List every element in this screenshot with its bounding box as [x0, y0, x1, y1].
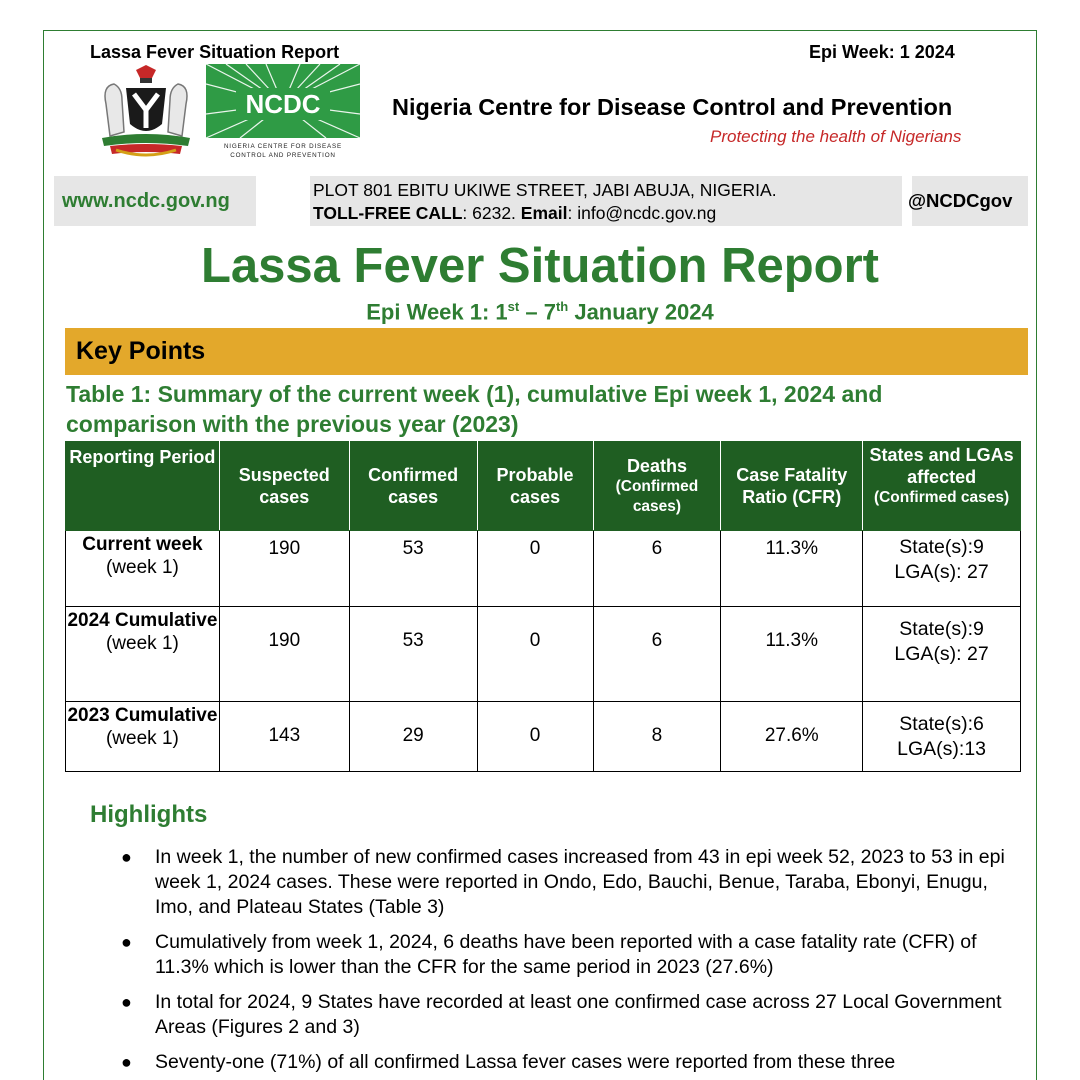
cell-probable: 0	[477, 702, 593, 772]
period-label: Current week	[82, 534, 203, 555]
highlight-text: In week 1, the number of new confirmed cases increased from 43 in epi week 52, 2023 to 53 in epi week 1, 2024 cases. These were reported in Ondo, Edo, Bauchi, Benue, Taraba, Ebonyi, Enugu, Imo, and Plateau States (Table 3)	[155, 846, 1005, 918]
cell-states	[863, 607, 1021, 702]
period-label: 2024 Cumulative	[67, 610, 218, 631]
list-item	[121, 845, 1025, 920]
org-tagline: Protecting the health of Nigerians	[710, 127, 962, 146]
page-title: Lassa Fever Situation Report	[200, 239, 879, 293]
col-header-states-sub: (Confirmed cases)	[873, 489, 1010, 506]
subtitle-mid: – 7	[519, 299, 556, 325]
col-header-deaths-text: Deaths	[626, 456, 687, 476]
email-label: Email	[520, 203, 568, 223]
col-header-period	[66, 442, 220, 531]
bullet-icon: ●	[121, 932, 132, 952]
highlight-text: In total for 2024, 9 States have recorded at least one confirmed case across 27 Local Government Areas (Figures 2 and 3)	[155, 991, 1002, 1038]
col-header-suspected: Suspected cases	[219, 442, 349, 531]
table-header-row	[66, 442, 1021, 531]
key-points-bar	[65, 328, 1028, 375]
period-note: (week 1)	[105, 557, 179, 578]
cell-states	[863, 531, 1021, 607]
table-row	[66, 531, 1021, 607]
cell-cfr: 11.3%	[721, 607, 863, 702]
states-count: State(s):9	[899, 618, 984, 640]
period-note: (week 1)	[105, 633, 179, 654]
cell-suspected: 143	[219, 702, 349, 772]
highlights-list	[121, 845, 1025, 1080]
tollfree-label: TOLL-FREE CALL	[313, 203, 463, 223]
website-link[interactable]: www.ncdc.gov.ng	[62, 190, 230, 212]
ncdc-logo-text: NCDC	[245, 89, 321, 119]
cell-period	[66, 531, 220, 607]
contact-address: PLOT 801 EBITU UKIWE STREET, JABI ABUJA, NIGERIA.	[313, 180, 777, 200]
cell-states	[863, 702, 1021, 772]
col-header-states	[863, 442, 1021, 531]
subtitle-sup-1: st	[507, 299, 520, 314]
subtitle-sup-2: th	[555, 299, 569, 314]
highlight-text: Seventy-one (71%) of all confirmed Lassa fever cases were reported from these three	[155, 1051, 896, 1073]
table-row	[66, 702, 1021, 772]
cell-confirmed: 53	[349, 607, 477, 702]
lgas-count: LGA(s): 27	[894, 561, 989, 583]
col-header-confirmed: Confirmed cases	[349, 442, 477, 531]
cell-cfr: 11.3%	[721, 531, 863, 607]
contact-bar-divider	[256, 176, 310, 226]
page-subtitle	[0, 299, 1080, 325]
list-item	[121, 990, 1025, 1040]
cell-deaths: 8	[593, 702, 721, 772]
table-caption: Table 1: Summary of the current week (1), cumulative Epi week 1, 2024 and comparison with the previous year (2023)	[66, 381, 883, 437]
cell-suspected: 190	[219, 531, 349, 607]
period-note: (week 1)	[105, 728, 179, 749]
cell-suspected: 190	[219, 607, 349, 702]
coat-of-arms-icon	[96, 64, 196, 160]
lgas-count: LGA(s): 27	[894, 643, 989, 665]
org-name: Nigeria Centre for Disease Control and Prevention	[392, 94, 953, 120]
cell-probable: 0	[477, 607, 593, 702]
cell-period	[66, 607, 220, 702]
bullet-icon: ●	[121, 992, 132, 1012]
col-header-deaths	[593, 442, 721, 531]
cell-deaths: 6	[593, 607, 721, 702]
lgas-count: LGA(s):13	[897, 738, 987, 760]
cell-confirmed: 53	[349, 531, 477, 607]
tollfree-value: : 6232.	[462, 203, 521, 223]
cell-probable: 0	[477, 531, 593, 607]
col-header-period-text: Reporting Period	[69, 447, 216, 467]
col-header-probable: Probable cases	[477, 442, 593, 531]
twitter-handle[interactable]: @NCDCgov	[908, 190, 1013, 211]
highlights-heading: Highlights	[90, 801, 208, 828]
list-item	[121, 1050, 1025, 1075]
subtitle-prefix: Epi Week 1: 1	[366, 299, 508, 325]
bullet-icon: ●	[121, 847, 132, 867]
header-report-title: Lassa Fever Situation Report	[90, 42, 340, 62]
cell-cfr: 27.6%	[721, 702, 863, 772]
ncdc-logo-icon	[206, 64, 360, 160]
list-item	[121, 930, 1025, 980]
col-header-deaths-sub: (Confirmed cases)	[615, 478, 699, 515]
summary-table	[65, 441, 1021, 772]
states-count: State(s):6	[899, 713, 984, 735]
cell-deaths: 6	[593, 531, 721, 607]
states-count: State(s):9	[899, 536, 984, 558]
ncdc-logo-subtext-2: CONTROL AND PREVENTION	[230, 152, 336, 159]
period-label: 2023 Cumulative	[67, 705, 218, 726]
ncdc-logo-subtext-1: NIGERIA CENTRE FOR DISEASE	[223, 143, 343, 150]
table-row	[66, 607, 1021, 702]
bullet-icon: ●	[121, 1052, 132, 1072]
col-header-states-text: States and LGAs affected	[869, 445, 1014, 487]
cell-period	[66, 702, 220, 772]
header-epi-week: Epi Week: 1 2024	[809, 42, 955, 62]
col-header-cfr: Case Fatality Ratio (CFR)	[721, 442, 863, 531]
subtitle-suffix: January 2024	[568, 299, 714, 325]
email-value[interactable]: : info@ncdc.gov.ng	[567, 203, 717, 223]
contact-phone-email	[313, 203, 716, 224]
key-points-heading: Key Points	[76, 337, 206, 365]
cell-confirmed: 29	[349, 702, 477, 772]
highlight-text: Cumulatively from week 1, 2024, 6 deaths have been reported with a case fatality rate (CFR) of 11.3% which is lower than the CFR for the same period in 2023 (27.6%)	[155, 931, 977, 978]
